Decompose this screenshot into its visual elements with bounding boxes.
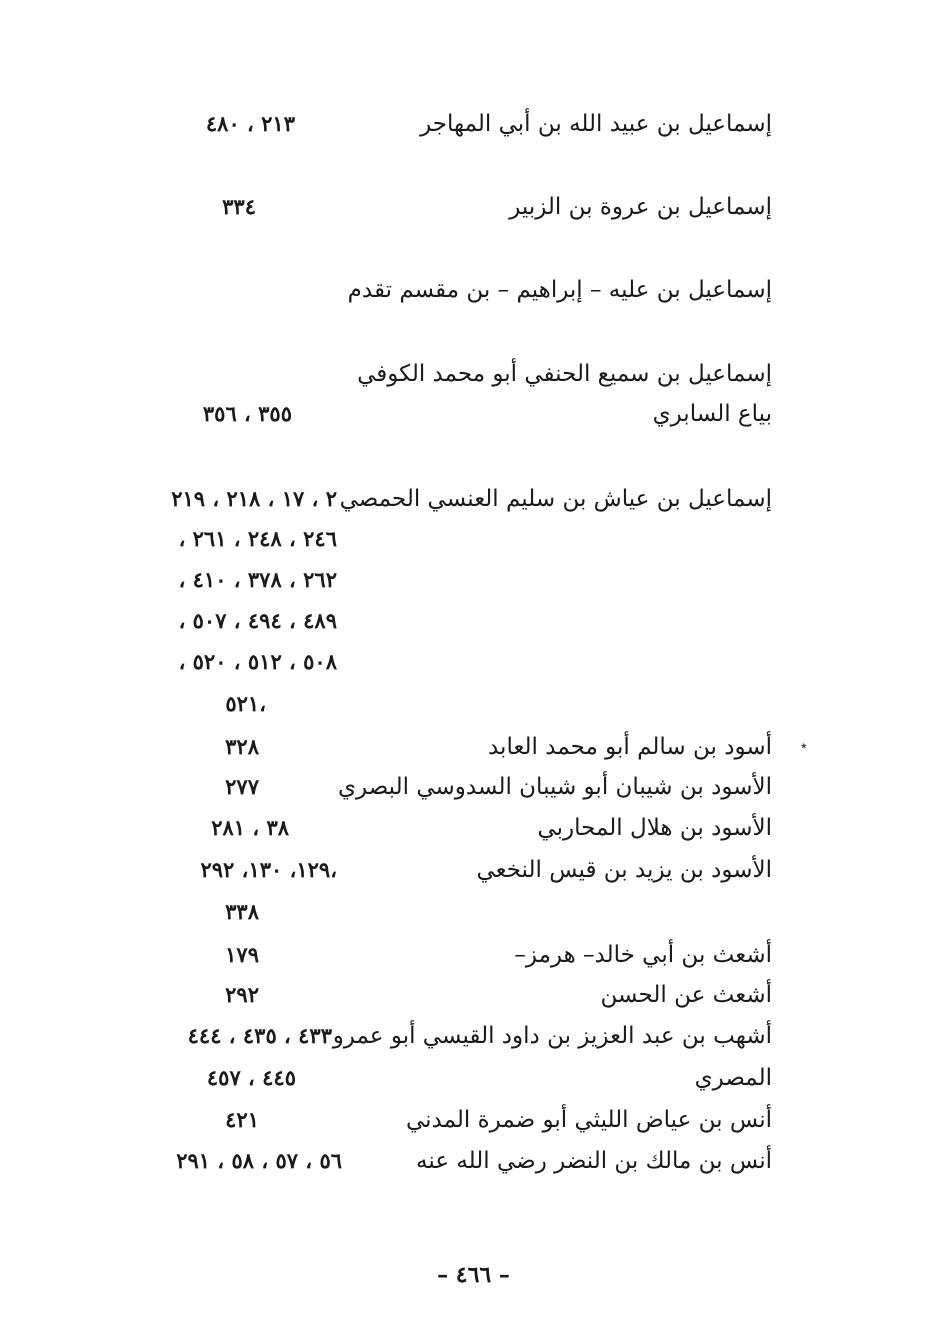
entry-pages: ، ٢٦٢ ، ٣٧٨ ، ٤١٠ bbox=[178, 567, 337, 592]
entry-name: إسماعيل بن سميع الحنفي أبو محمد الكوفي bbox=[357, 361, 772, 387]
entry-pages: ٥٢١، bbox=[225, 691, 266, 716]
entry-pages: ٢ ، ١٧ ، ٢١٨ ، ٢١٩ bbox=[171, 486, 337, 511]
entry-pages: ١٧٩ bbox=[225, 942, 259, 967]
entry-name: الأسود بن هلال المحاربي bbox=[537, 815, 772, 841]
entry-pages: ٥٦ ، ٥٧ ، ٥٨ ، ٢٩١ bbox=[176, 1148, 342, 1173]
entry-pages: ١٢٩، ١٣٠، ٢٩٢، bbox=[200, 857, 337, 882]
entry-pages: ٤٢١ bbox=[225, 1107, 259, 1132]
entry-pages: ٣٥٥ ، ٣٥٦ bbox=[202, 401, 292, 426]
entry-name: أشعث بن أبي خالد– هرمز– bbox=[514, 942, 772, 968]
entry-pages: ٢٧٧ bbox=[225, 774, 259, 799]
entry-name: أشعث عن الحسن bbox=[600, 982, 772, 1008]
entry-name: أنس بن مالك بن النضر رضي الله عنه bbox=[416, 1148, 772, 1174]
entry-pages: ٣٣٨ bbox=[225, 899, 259, 924]
entry-name: الأسود بن يزيد بن قيس النخعي bbox=[476, 857, 772, 883]
entry-name: بياع السابري bbox=[652, 401, 772, 427]
entry-pages: ٢١٣ ، ٤٨٠ bbox=[205, 111, 295, 136]
entry-name: أشهب بن عبد العزيز بن داود القيسي أبو عمرو bbox=[332, 1023, 772, 1049]
entry-pages: ٣٨ ، ٢٨١ bbox=[211, 815, 289, 840]
entry-pages: ٤٣٣ ، ٤٣٥ ، ٤٤٤ bbox=[187, 1023, 332, 1048]
entry-pages: ٤٤٥ ، ٤٥٧ bbox=[206, 1065, 296, 1090]
entry-name: إسماعيل بن عبيد الله بن أبي المهاجر bbox=[420, 111, 772, 137]
entry-name: أنس بن عياض الليثي أبو ضمرة المدني bbox=[405, 1107, 772, 1133]
entry-name: الأسود بن شيبان أبو شيبان السدوسي البصري bbox=[338, 774, 772, 800]
entry-pages: ٣٣٤ bbox=[222, 194, 256, 219]
entry-pages: ، ٤٨٩ ، ٤٩٤ ، ٥٠٧ bbox=[178, 608, 337, 633]
entry-pages: ، ٥٠٨ ، ٥١٢ ، ٥٢٠ bbox=[178, 649, 337, 674]
marker-asterisk: ٭ bbox=[800, 738, 808, 754]
entry-pages: ٢٩٢ bbox=[225, 982, 259, 1007]
entry-name: أسود بن سالم أبو محمد العابد bbox=[487, 734, 772, 760]
entry-name: إسماعيل بن عليه – إبراهيم – بن مقسم تقدم bbox=[347, 277, 772, 303]
entry-pages: ٣٢٨ bbox=[225, 734, 259, 759]
page-number: – ٤٦٦ – bbox=[437, 1262, 510, 1288]
entry-name: المصري bbox=[694, 1065, 772, 1091]
entry-pages: ، ٢٤٦ ، ٢٤٨ ، ٢٦١ bbox=[178, 526, 337, 551]
entry-name: إسماعيل بن عروة بن الزبير bbox=[509, 194, 772, 220]
entry-name: إسماعيل بن عياش بن سليم العنسي الحمصي bbox=[339, 486, 772, 512]
